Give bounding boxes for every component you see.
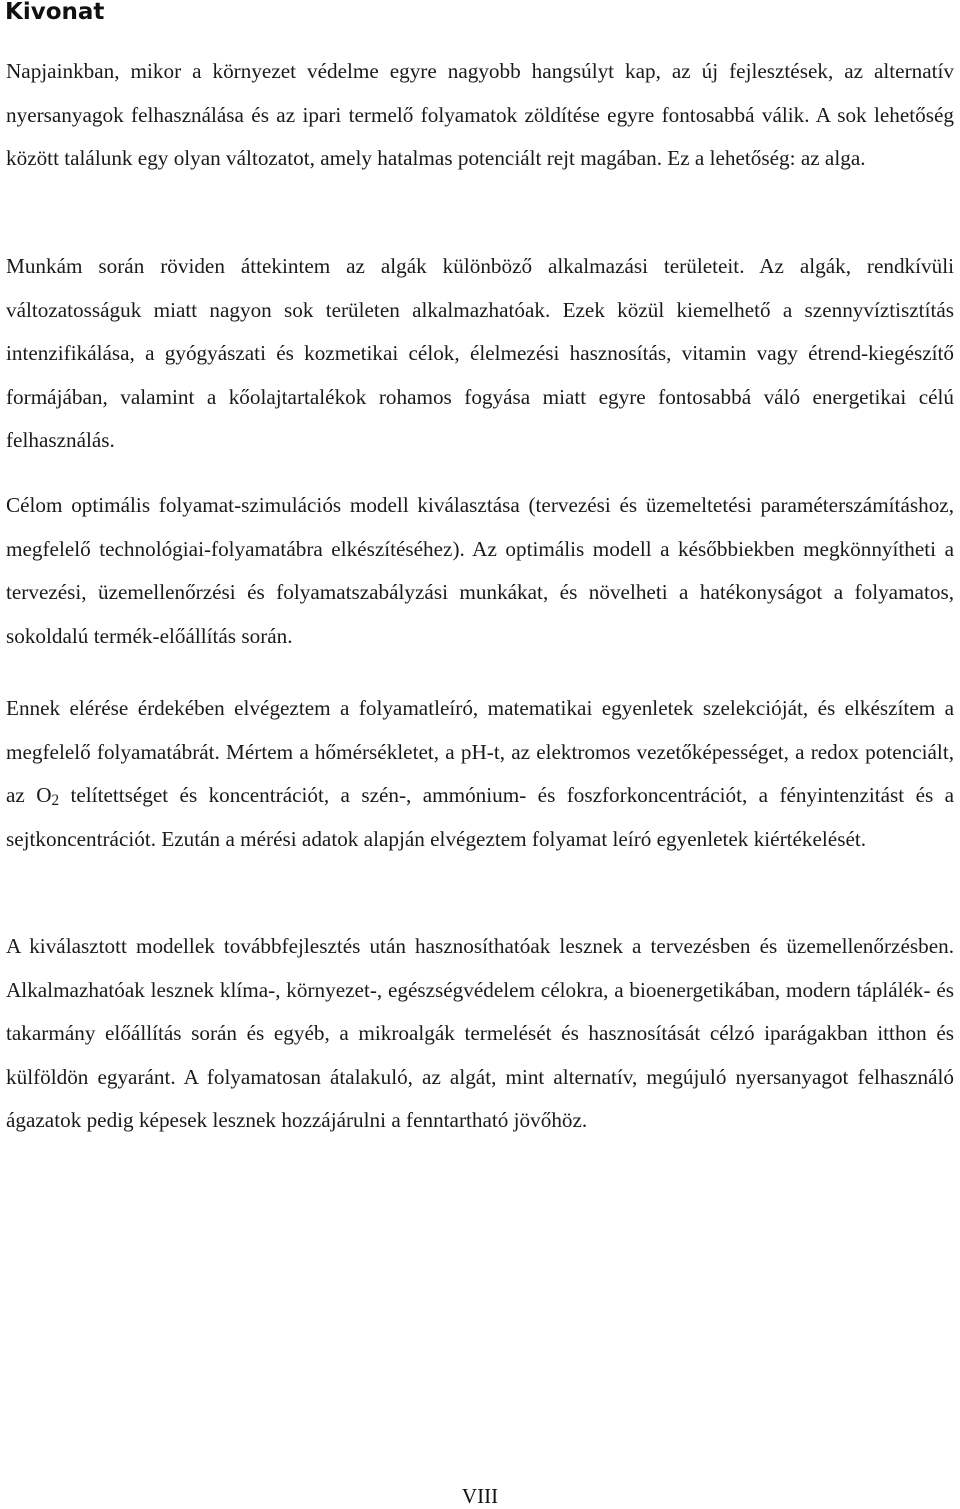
paragraph-intro: Napjainkban, mikor a környezet védelme egyre nagyobb hangsúlyt kap, az új fejlesztések, az alternatív nyersanyagok felhasználása és az ipari termelő folyamatok zöldítése egyre fontosabbá válik. A sok lehetőség között találunk egy olyan változatot, amely hatalmas potenciált rejt magában. Ez a lehetőség: az alga. bbox=[6, 59, 954, 171]
paragraph-goal: Célom optimális folyamat-szimulációs modell kiválasztása (tervezési és üzemeltetési paraméterszámításhoz, megfelelő technológiai-folyamatábra elkészítéséhez). Az optimális modell a későbbiekben megkönnyítheti a tervezési, üzemellenőrzési és folyamatszabályzási munkákat, és növelheti a hatékonyságot a folyamatos, sokoldalú termék-előállítás során. bbox=[6, 493, 954, 648]
paragraph-methods-text-1: Ennek elérése érdekében elvégeztem a folyamatleíró, matematikai egyenletek szelekcióját, és elkészítem a megfelelő folyamatábrát. Mértem a hőmérsékletet, a pH-t, az elektromos vezetőképességet, a redox potenciált, az O bbox=[6, 696, 954, 808]
page-number: VIII bbox=[461, 1484, 499, 1508]
paragraph-methods bbox=[6, 687, 954, 861]
page-title: Kivonat bbox=[5, 0, 105, 25]
paragraph-outlook: A kiválasztott modellek továbbfejlesztés után hasznosíthatóak lesznek a tervezésben és üzemellenőrzésben. Alkalmazhatóak lesznek klíma-, környezet-, egészségvédelem célokra, a bioenergetikában, modern táplálék- és takarmány előállítás során és egyéb, a mikroalgák termelését és hasznosítását célzó iparágakban itthon és külföldön egyaránt. A folyamatosan átalakuló, az algát, mint alternatív, megújuló nyersanyagot felhasználó ágazatok pedig képesek lesznek hozzájárulni a fenntartható jövőhöz. bbox=[6, 934, 954, 1133]
paragraph-methods-text-2: telítettséget és koncentrációt, a szén-, ammónium- és foszforkoncentrációt, a fényintenzitást és a sejtkoncentrációt. Ezután a mérési adatok alapján elvégeztem folyamat leíró egyenletek kiértékelését. bbox=[6, 783, 955, 851]
paragraph-applications: Munkám során röviden áttekintem az algák különböző alkalmazási területeit. Az algák, rendkívüli változatosságuk miatt nagyon sok területen alkalmazhatóak. Ezek közül kiemelhető a szennyvíztisztítás intenzifikálása, a gyógyászati és kozmetikai célok, élelmezési hasznosítás, vitamin vagy étrend-kiegészítő formájában, valamint a kőolajtartalékok rohamos fogyása miatt egyre fontosabbá váló energetikai célú felhasználás. bbox=[6, 254, 954, 453]
oxygen-subscript: 2 bbox=[51, 792, 60, 810]
